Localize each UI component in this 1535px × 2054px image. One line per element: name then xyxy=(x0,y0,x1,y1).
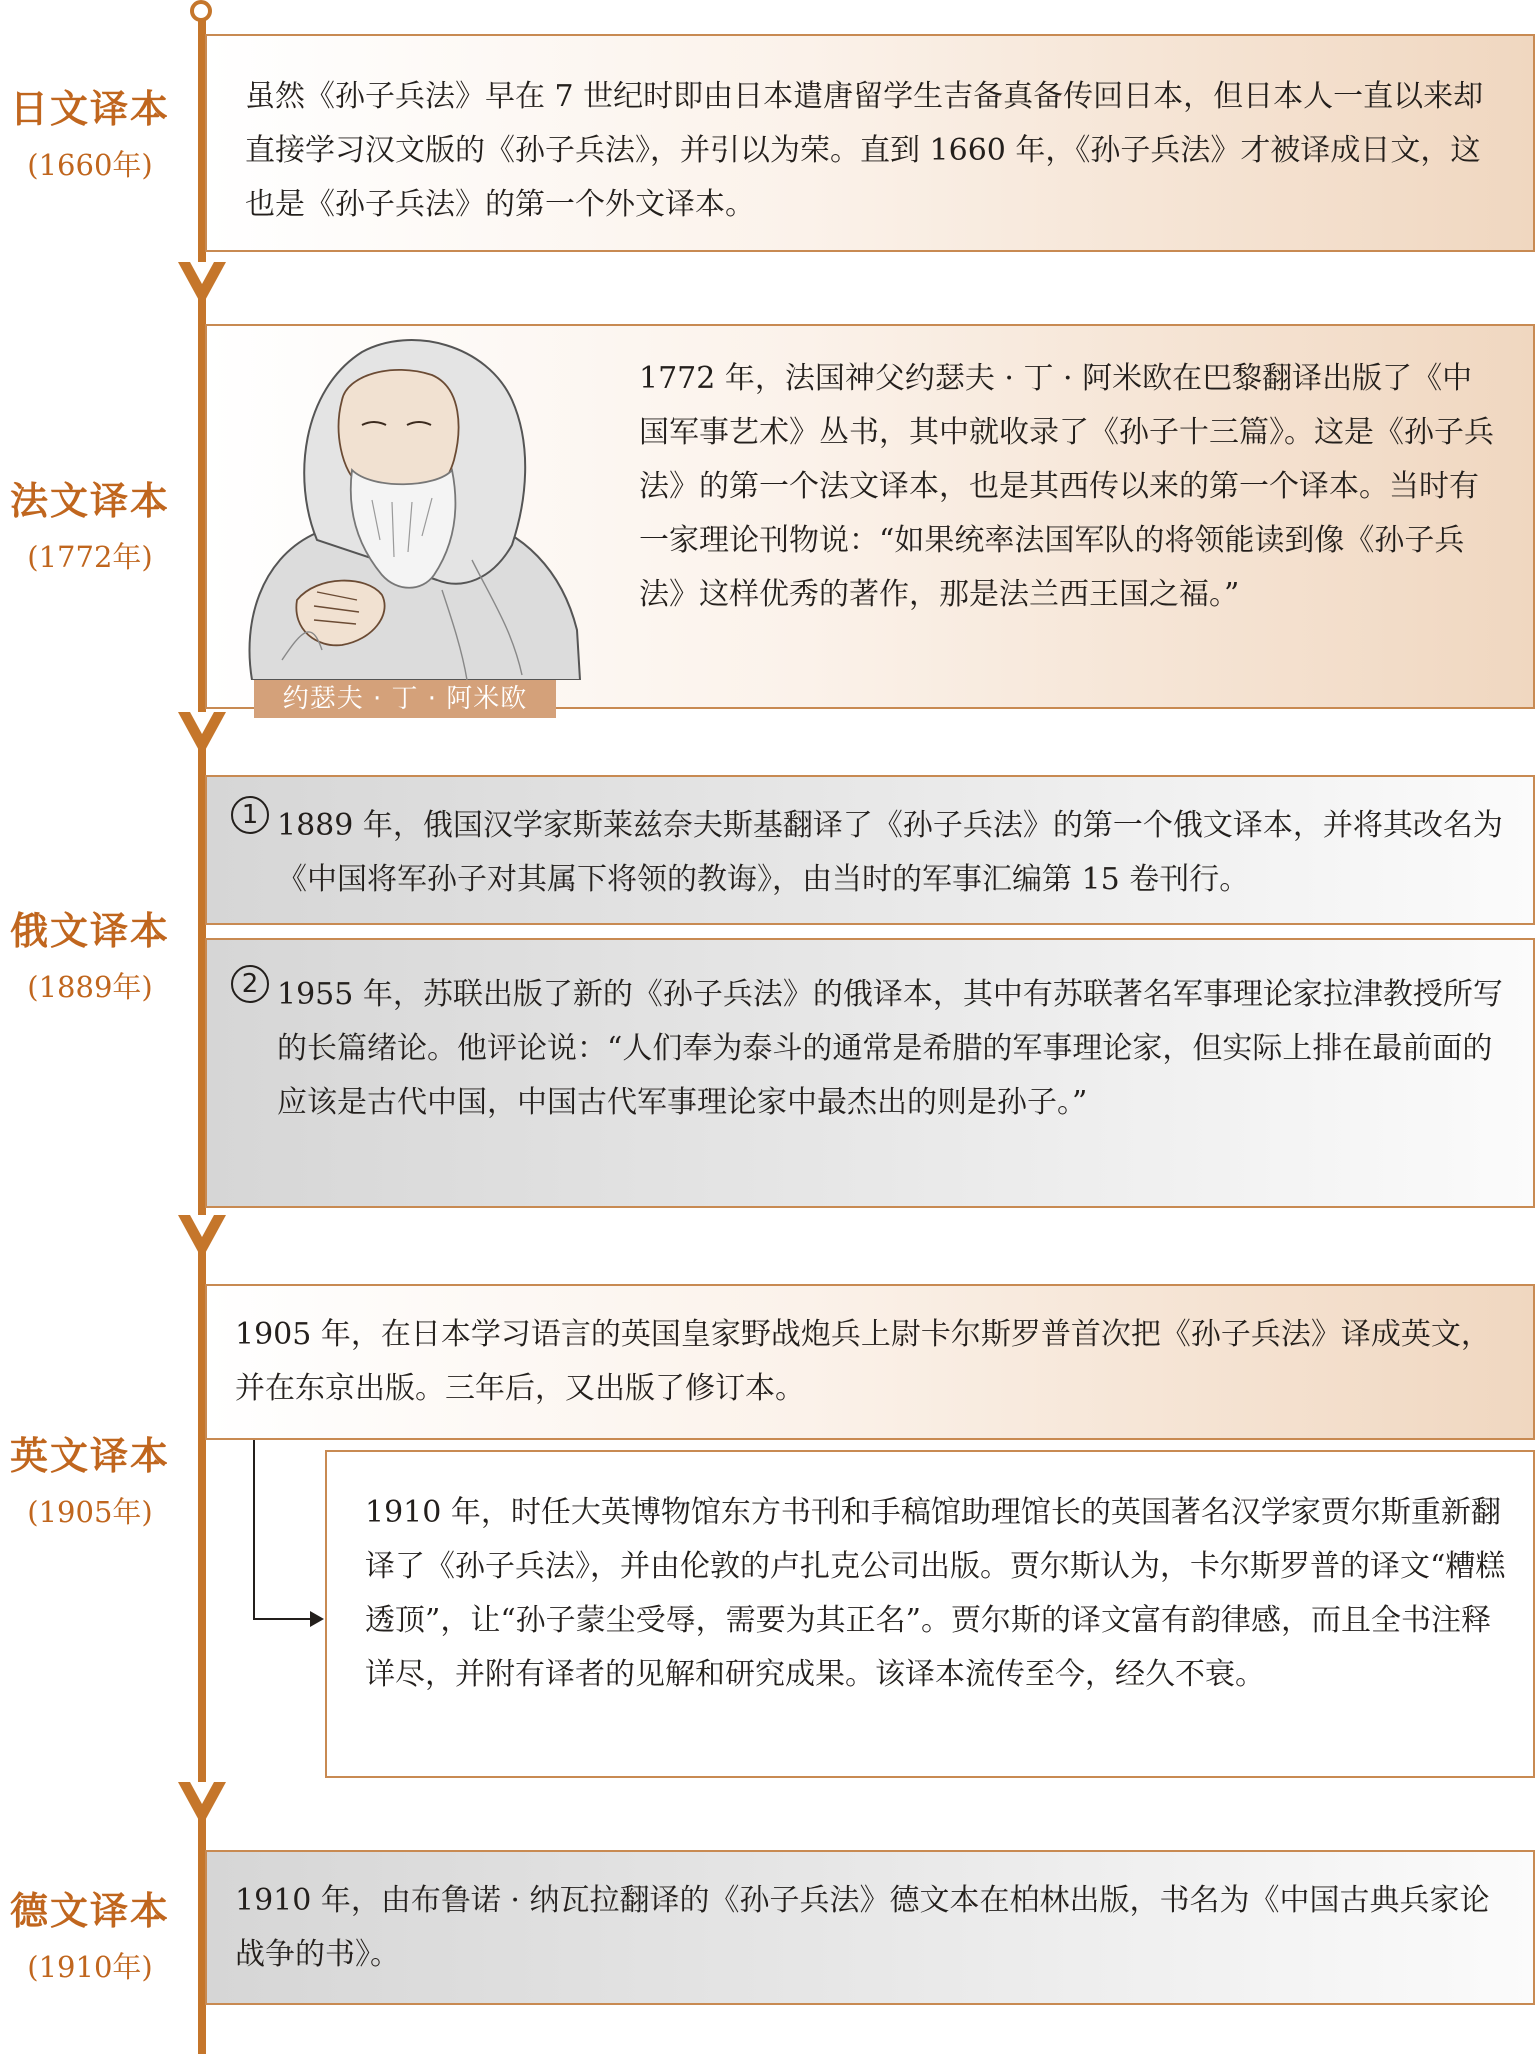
timeline-arrow-icon xyxy=(178,1782,226,1826)
section-label-japanese xyxy=(0,78,180,184)
item-number-badge: 2 xyxy=(231,965,269,1003)
timeline-arrow-icon xyxy=(178,1215,226,1259)
german-translation-box xyxy=(205,1850,1535,2005)
section-name: 法文译本 xyxy=(9,479,170,523)
russian-translation-box-1 xyxy=(205,775,1535,925)
section-name: 日文译本 xyxy=(9,87,170,131)
section-text: 1772 年，法国神父约瑟夫 · 丁 · 阿米欧在巴黎翻译出版了《中国军事艺术》丛书，其中就收录了《孙子十三篇》。这是《孙子兵法》的第一个法文译本，也是其西传以来的第一个译本。当时有一家理论刊物说：“如果统率法国军队的将领能读到像《孙子兵法》这样优秀的著作，那是法兰西王国之福。” xyxy=(639,361,1494,612)
section-year: (1905年) xyxy=(27,1495,153,1529)
connector-line xyxy=(253,1618,313,1620)
russian-translation-box-2 xyxy=(205,938,1535,1208)
numbered-item xyxy=(231,968,1513,1130)
section-name: 俄文译本 xyxy=(9,909,170,953)
timeline-start-dot xyxy=(190,0,212,22)
item-text: 1955 年，苏联出版了新的《孙子兵法》的俄译本，其中有苏联著名军事理论家拉津教授所写的长篇绪论。他评论说：“人们奉为泰斗的通常是希腊的军事理论家，但实际上排在最前面的应该是古代中国，中国古代军事理论家中最杰出的则是孙子。” xyxy=(277,977,1503,1120)
section-label-english xyxy=(0,1425,180,1531)
section-label-french xyxy=(0,470,180,576)
timeline-arrow-icon xyxy=(178,262,226,306)
section-year: (1772年) xyxy=(27,540,153,574)
english-revision-box xyxy=(325,1450,1535,1778)
section-year: (1660年) xyxy=(27,148,153,182)
english-translation-box xyxy=(205,1284,1535,1440)
section-name: 德文译本 xyxy=(9,1889,170,1933)
section-label-russian xyxy=(0,900,180,1006)
connector-arrow-icon xyxy=(310,1611,324,1627)
section-subtext: 1910 年，时任大英博物馆东方书刊和手稿馆助理馆长的英国著名汉学家贾尔斯重新翻译了《孙子兵法》，并由伦敦的卢扎克公司出版。贾尔斯认为，卡尔斯罗普的译文“糟糕透顶”，让“孙子蒙尘受辱，需要为其正名”。贾尔斯的译文富有韵律感，而且全书注释详尽，并附有译者的见解和研究成果。该译本流传至今，经久不衰。 xyxy=(365,1495,1506,1692)
item-number-badge: 1 xyxy=(231,796,269,834)
item-text: 1889 年，俄国汉学家斯莱兹奈夫斯基翻译了《孙子兵法》的第一个俄文译本，并将其改名为《中国将军孙子对其属下将领的教诲》，由当时的军事汇编第 15 卷刊行。 xyxy=(277,808,1503,897)
section-text: 1905 年，在日本学习语言的英国皇家野战炮兵上尉卡尔斯罗普首次把《孙子兵法》译成英文，并在东京出版。三年后，又出版了修订本。 xyxy=(235,1317,1491,1406)
timeline-arrow-icon xyxy=(178,712,226,756)
portrait-caption: 约瑟夫 · 丁 · 阿米欧 xyxy=(254,680,556,718)
section-text: 1910 年，由布鲁诺 · 纳瓦拉翻译的《孙子兵法》德文本在柏林出版，书名为《中国古典兵家论战争的书》。 xyxy=(235,1883,1490,1972)
section-text: 虽然《孙子兵法》早在 7 世纪时即由日本遣唐留学生吉备真备传回日本，但日本人一直以来却直接学习汉文版的《孙子兵法》，并引以为荣。直到 1660 年，《孙子兵法》才被译成日文，这也是《孙子兵法》的第一个外文译本。 xyxy=(245,79,1484,222)
section-label-german xyxy=(0,1880,180,1986)
section-year: (1910年) xyxy=(27,1950,153,1984)
section-year: (1889年) xyxy=(27,970,153,1004)
section-name: 英文译本 xyxy=(9,1434,170,1478)
connector-line xyxy=(253,1440,255,1620)
japanese-translation-box xyxy=(205,34,1535,252)
amiot-portrait-image xyxy=(222,330,582,680)
numbered-item xyxy=(231,799,1513,907)
